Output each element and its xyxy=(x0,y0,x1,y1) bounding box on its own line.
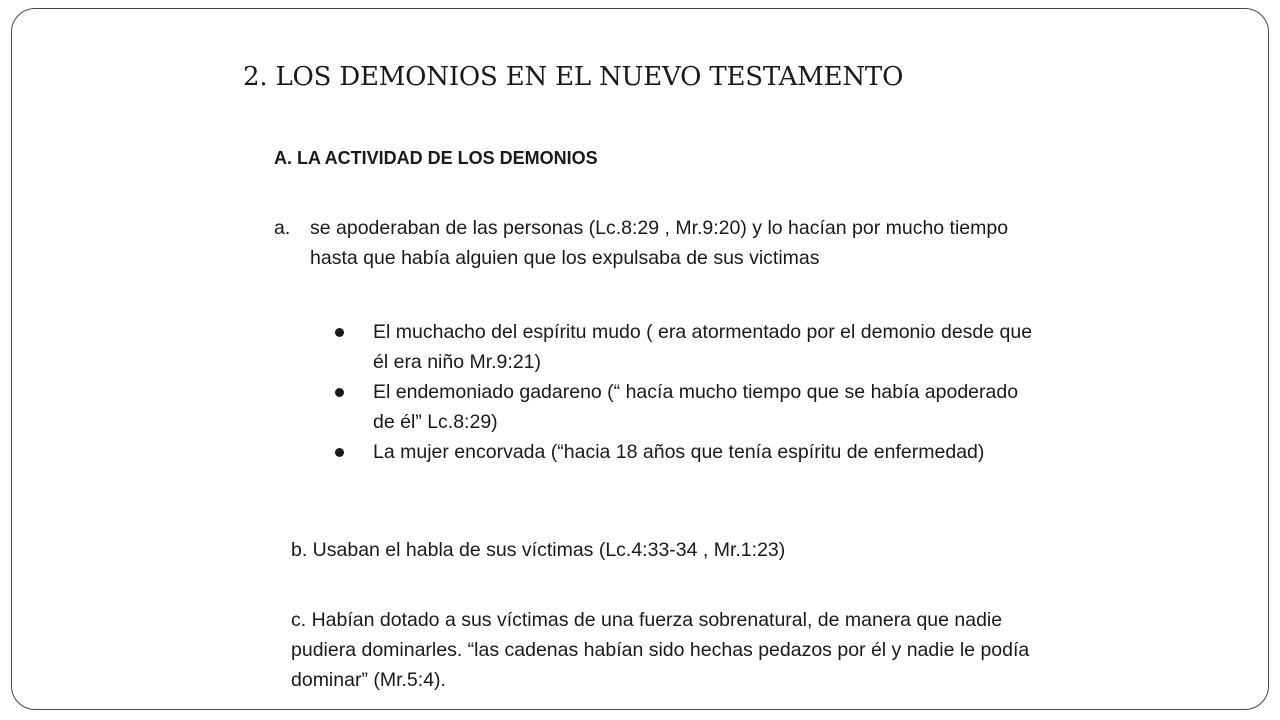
list-item-c: c. Habían dotado a sus víctimas de una fuerza sobrenatural, de manera que nadie pudiera dominarles. “las cadenas habían sido hechas pedazos por él y nadie le podía dominar” (Mr.5:4). xyxy=(291,609,1030,691)
list-marker-a: a. xyxy=(274,217,291,239)
slide-title: 2. LOS DEMONIOS EN EL NUEVO TESTAMENTO xyxy=(243,62,904,92)
bullet-icon xyxy=(335,388,344,397)
bullet-item xyxy=(333,377,1033,437)
list-item-b: b. Usaban el habla de sus víctimas (Lc.4:33-34 , Mr.1:23) xyxy=(291,539,786,561)
bullet-text: La mujer encorvada (“hacia 18 años que tenía espíritu de enfermedad) xyxy=(373,441,985,463)
bullet-icon xyxy=(335,448,344,457)
bullet-text: El muchacho del espíritu mudo ( era atormentado por el demonio desde que él era niño Mr.9:21) xyxy=(373,321,1033,373)
bullet-icon xyxy=(335,328,344,337)
list-item-a-text: se apoderaban de las personas (Lc.8:29 , Mr.9:20) y lo hacían por mucho tiempo hasta que había alguien que los expulsaba de sus victimas xyxy=(310,217,1009,269)
section-heading: A. LA ACTIVIDAD DE LOS DEMONIOS xyxy=(274,148,598,168)
bullet-item xyxy=(333,437,1033,467)
bullet-text: El endemoniado gadareno (“ hacía mucho tiempo que se había apoderado de él” Lc.8:29) xyxy=(373,381,1019,433)
bullet-item xyxy=(333,317,1033,377)
bullet-list xyxy=(333,317,1033,467)
